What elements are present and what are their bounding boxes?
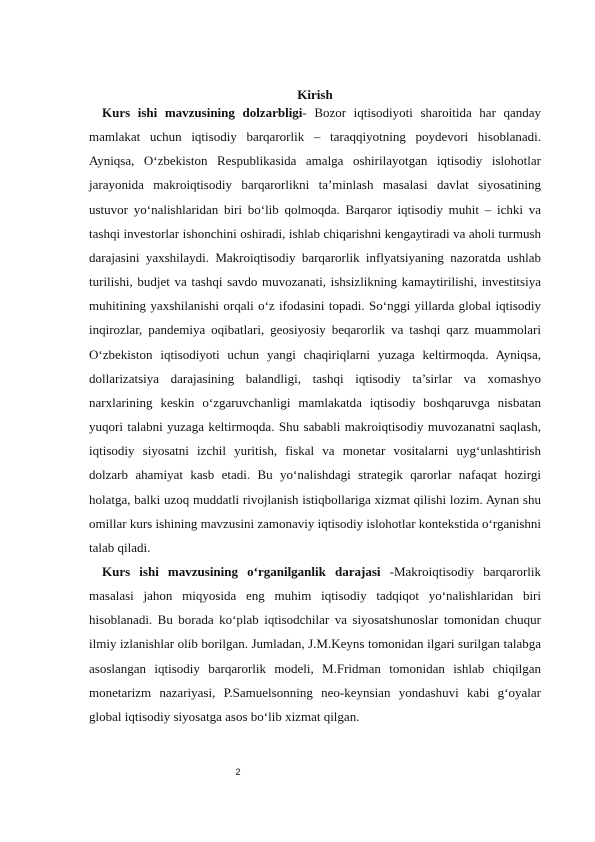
body-text (89, 101, 541, 729)
paragraph-lead-study-level: Kurs ishi mavzusining o‘rganilganlik darajasi (102, 563, 381, 579)
paragraph-text-relevance: - Bozor iqtisodiyoti sharoitida har qanday mamlakat uchun iqtisodiy barqarorlik – taraqqiyotning poydevori hisoblanadi. Ayniqsa, O‘zbekiston Respublikasida amalga oshirilayotgan iqtisodiy islohotlar jarayonida makroiqtisodiy barqarorlikni ta’minlash masalasi davlat siyosatining ustuvor yo‘nalishlaridan biri bo‘lib qolmoqda. Barqaror iqtisodiy muhit – ichki va tashqi investorlar ishonchini oshiradi, ishlab chiqarishni kengaytiradi va aholi turmush darajasini yaxshilaydi. Makroiqtisodiy barqarorlik inflyatsiyaning nazoratda ushlab turilishi, budjet va tashqi savdo muvozanati, ishsizlikning kamaytirilishi, investitsiya muhitining yaxshilanishi orqali o‘z ifodasini topadi. So‘nggi yillarda global iqtisodiy inqirozlar, pandemiya oqibatlari, geosiyosiy beqarorlik va tashqi qarz muammolari O‘zbekiston iqtisodiyoti uchun yangi chaqiriqlarni yuzaga keltirmoqda. Ayniqsa, dollarizatsiya darajasining balandligi, tashqi iqtisodiy ta’sirlar va xomashyo narxlarining keskin o‘zgaruvchanligi mamlakatda iqtisodiy boshqaruvga nisbatan yuqori talabni yuzaga keltirmoqda. Shu sababli makroiqtisodiy muvozanatni saqlash, iqtisodiy siyosatni izchil yuritish, fiskal va monetar vositalarni uyg‘unlashtirish dolzarb ahamiyat kasb etadi. Bu yo‘nalishdagi strategik qarorlar nafaqat hozirgi holatga, balki uzoq muddatli rivojlanish istiqbollariga xizmat qilishi lozim. Aynan shu omillar kurs ishining mavzusini zamonaviy iqtisodiy islohotlar kontekstida o‘rganishni talab qiladi. (89, 105, 542, 555)
paragraph-text-study-level: -Makroiqtisodiy barqarorlik masalasi jahon miqyosida eng muhim iqtisodiy tadqiqot yo‘nalishlaridan biri hisoblanadi. Bu borada ko‘plab iqtisodchilar va siyosatshunoslar tomonidan chuqur ilmiy izlanishlar olib borilgan. Jumladan, J.M.Keyns tomonidan ilgari surilgan talabga asoslangan iqtisodiy barqarorlik modeli, M.Fridman tomonidan ishlab chiqilgan monetarizm nazariyasi, P.Samuelsonning neo-keynsian yondashuvi kabi g‘oyalar global iqtisodiy siyosatga asos bo‘lib xizmat qilgan. (89, 563, 541, 724)
paragraph-lead-relevance: Kurs ishi mavzusining dolzarbligi (102, 105, 303, 120)
paragraph-study-level (89, 560, 541, 729)
page-title: Kirish (297, 87, 333, 102)
page-number: 2 (235, 767, 241, 777)
paragraph-relevance (89, 101, 541, 560)
